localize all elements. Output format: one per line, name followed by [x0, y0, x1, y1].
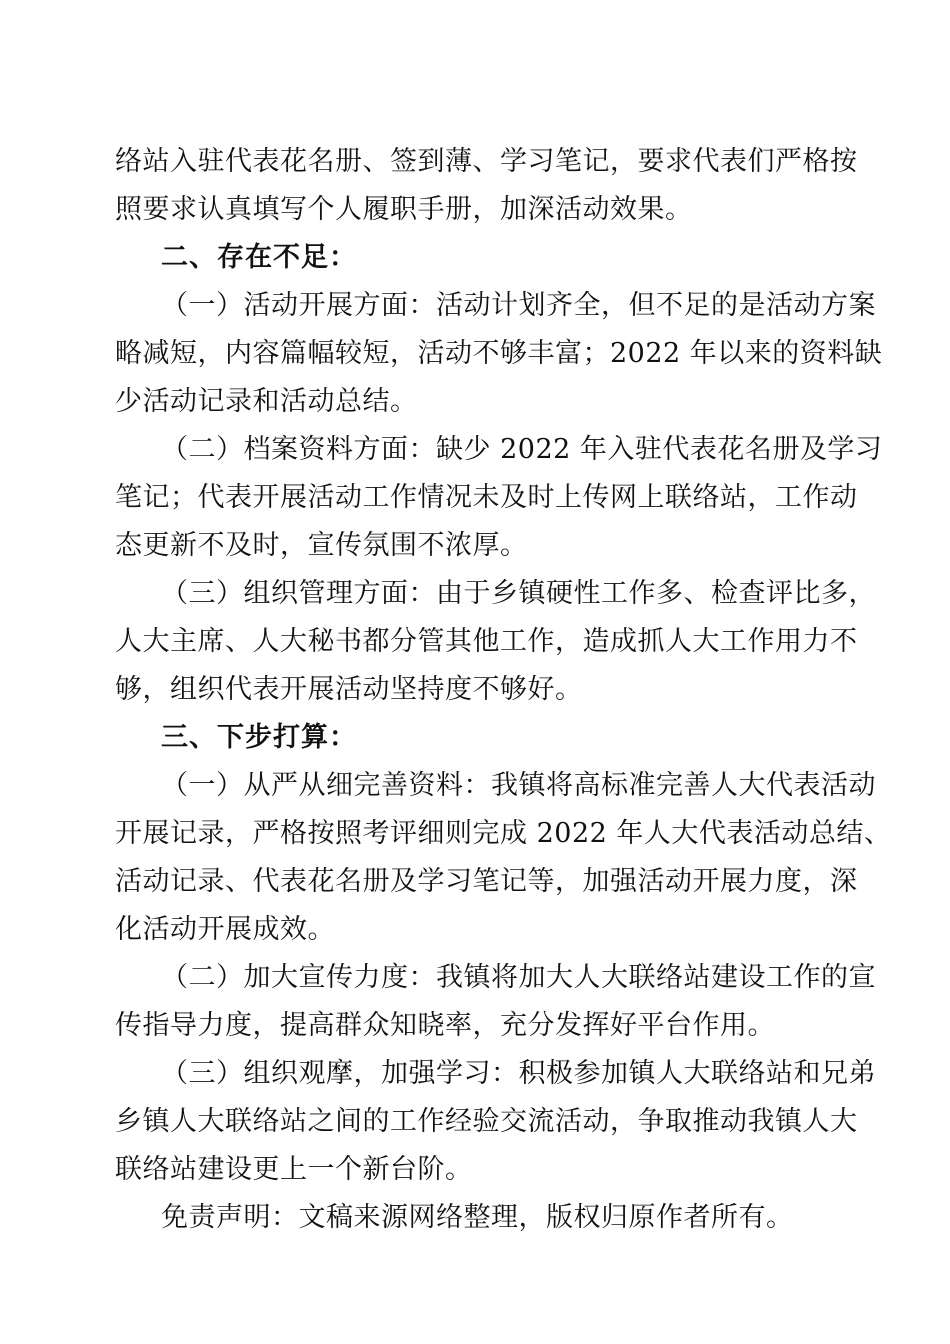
paragraph-line: （三）组织管理方面：由于乡镇硬性工作多、检查评比多， — [161, 578, 876, 609]
paragraph-line: 略减短，内容篇幅较短，活动不够丰富；2022 年以来的资料缺 — [115, 338, 883, 369]
paragraph-line: 少活动记录和活动总结。 — [115, 386, 418, 417]
paragraph-line: 络站入驻代表花名册、签到薄、学习笔记，要求代表们严格按 — [115, 146, 858, 177]
paragraph-line: 态更新不及时，宣传氛围不浓厚。 — [115, 530, 528, 561]
paragraph-line: （二）加大宣传力度：我镇将加大人大联络站建设工作的宣 — [161, 962, 876, 993]
disclaimer-line: 免责声明：文稿来源网络整理，版权归原作者所有。 — [161, 1202, 794, 1233]
paragraph-line: （一）活动开展方面：活动计划齐全，但不足的是活动方案 — [161, 290, 876, 321]
section-heading-shortcomings: 二、存在不足： — [161, 242, 357, 273]
paragraph-line: 化活动开展成效。 — [115, 914, 335, 945]
paragraph-line: 联络站建设更上一个新台阶。 — [115, 1154, 473, 1185]
section-heading-next-steps: 三、下步打算： — [161, 722, 357, 753]
paragraph-line: （一）从严从细完善资料：我镇将高标准完善人大代表活动 — [161, 770, 876, 801]
paragraph-line: 活动记录、代表花名册及学习笔记等，加强活动开展力度，深 — [115, 866, 858, 897]
paragraph-line: 传指导力度，提高群众知晓率，充分发挥好平台作用。 — [115, 1010, 775, 1041]
paragraph-line: 照要求认真填写个人履职手册，加深活动效果。 — [115, 194, 693, 225]
paragraph-line: （二）档案资料方面：缺少 2022 年入驻代表花名册及学习 — [161, 434, 883, 465]
paragraph-line: 够，组织代表开展活动坚持度不够好。 — [115, 674, 583, 705]
paragraph-line: 人大主席、人大秘书都分管其他工作，造成抓人大工作用力不 — [115, 626, 858, 657]
paragraph-line: 乡镇人大联络站之间的工作经验交流活动，争取推动我镇人大 — [115, 1106, 858, 1137]
paragraph-line: 开展记录，严格按照考评细则完成 2022 年人大代表活动总结、 — [115, 818, 892, 849]
paragraph-line: （三）组织观摩，加强学习：积极参加镇人大联络站和兄弟 — [161, 1058, 876, 1089]
paragraph-line: 笔记；代表开展活动工作情况未及时上传网上联络站，工作动 — [115, 482, 858, 513]
